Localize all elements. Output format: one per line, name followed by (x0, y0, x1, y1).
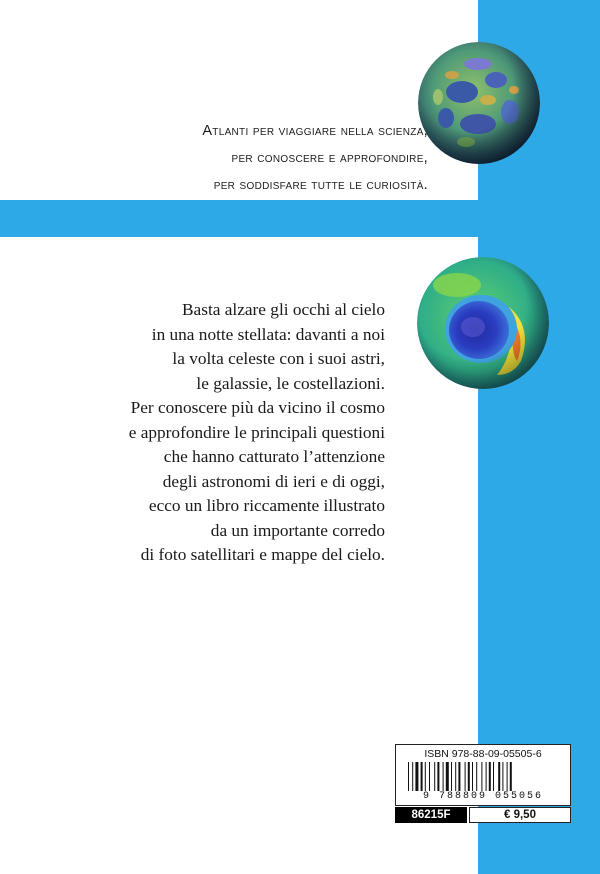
barcode-bar (429, 762, 430, 791)
barcode-bar (455, 762, 456, 791)
series-tagline (202, 118, 428, 199)
isbn-text: ISBN 978-88-09-05505-6 (424, 748, 542, 760)
barcode-bar (443, 762, 444, 791)
barcode-bars (408, 762, 558, 791)
description-line: in una notte stellata: davanti a noi (151, 324, 385, 344)
barcode-bar (451, 762, 452, 791)
description-line: le galassie, le costellazioni. (196, 373, 385, 393)
description-line: che hanno catturato l’attenzione (163, 447, 385, 466)
barcode-bar (425, 762, 426, 791)
tagline-line: per soddisfare tutte le curiosità. (213, 177, 428, 193)
barcode-bar (465, 762, 466, 791)
product-code: 86215F (395, 807, 467, 823)
barcode-bar (502, 762, 503, 791)
barcode-bar (446, 762, 449, 791)
description-line: degli astronomi di ieri e di oggi, (162, 471, 385, 491)
barcode-bar (481, 762, 482, 791)
barcode-bar (486, 762, 487, 791)
description-line: da un importante corredo (210, 520, 385, 540)
planet-ozone-map-image (417, 257, 549, 389)
barcode-bar (498, 762, 500, 791)
price-label: € 9,50 (469, 807, 571, 823)
barcode-bar (510, 762, 512, 791)
description-line: la volta celeste con i suoi astri, (172, 349, 385, 368)
description-line: e approfondire le principali questioni (128, 422, 385, 442)
tagline-line: Atlanti per viaggiare nella scienza, (202, 123, 428, 139)
description-line: di foto satellitari e mappe del cielo. (140, 545, 385, 564)
barcode-bar (507, 762, 508, 791)
description-line: Basta alzare gli occhi al cielo (182, 300, 385, 319)
description-line: ecco un libro riccamente illustrato (148, 496, 385, 515)
book-description (129, 298, 385, 568)
barcode-bar (415, 762, 418, 791)
barcode-bar (489, 762, 491, 791)
barcode-box (395, 744, 571, 806)
barcode-bar (476, 762, 477, 791)
description-line: Per conoscere più da vicino il cosmo (130, 398, 385, 417)
barcode-bar (437, 762, 439, 791)
barcode-bar (493, 762, 494, 791)
barcode-bar (412, 762, 413, 791)
planet-topographic-image (418, 42, 540, 164)
barcode-bar (421, 762, 423, 791)
barcode-bar (408, 762, 409, 791)
barcode-bar (472, 762, 473, 791)
barcode-bar (434, 762, 435, 791)
barcode-bar (468, 762, 470, 791)
barcode-digits: 9 788809 055056 (422, 791, 543, 802)
blue-horizontal-band (0, 200, 478, 237)
barcode-bar (458, 762, 460, 791)
tagline-line: per conoscere e approfondire, (231, 150, 428, 166)
